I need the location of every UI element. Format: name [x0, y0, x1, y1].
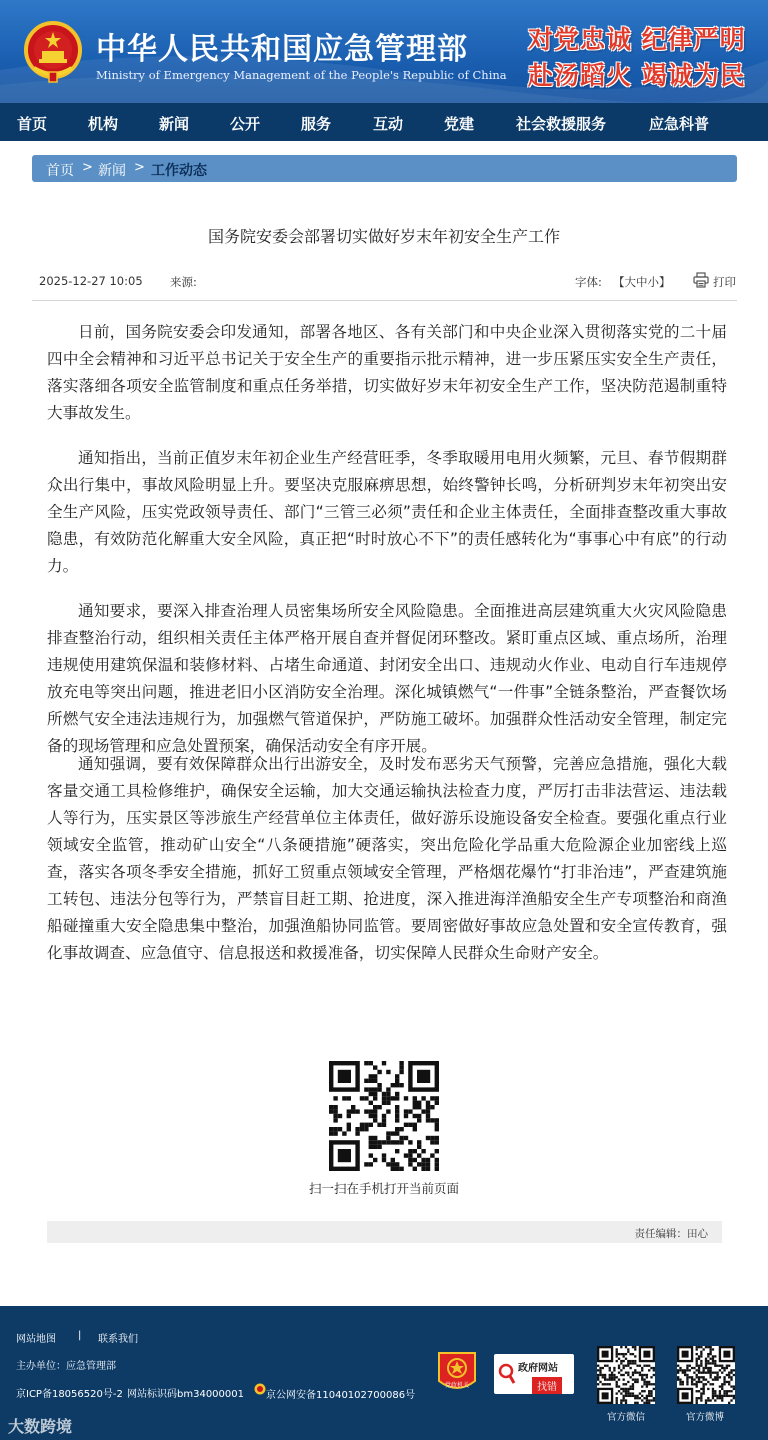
footer-police-record[interactable]: 京公网安备11040102700086号 — [266, 1390, 416, 1401]
article-date: 2025-12-27 10:05 — [39, 274, 143, 288]
font-size-label: 字体: — [575, 275, 602, 289]
watermark-text: 大数跨境 — [8, 1417, 73, 1436]
site-header — [0, 0, 768, 103]
site-footer — [0, 1306, 768, 1440]
main-nav — [0, 103, 768, 141]
editor-bar — [47, 1221, 722, 1243]
nav-item-service[interactable]: 服务 — [301, 115, 332, 133]
weibo-caption: 官方微博 — [685, 1412, 724, 1423]
party-government-badge-icon[interactable] — [437, 1351, 477, 1395]
page-qr-code — [329, 1061, 439, 1171]
nav-item-organization[interactable]: 机构 — [88, 115, 119, 133]
article-paragraph: 通知强调，要有效保障群众出行出游安全，及时发布恶劣天气预警，完善应急措施，强化大载客量交通工具检修维护，确保安全运输，加大交通运输执法检查力度，严厉打击非法营运、违法载人等行为，压实景区等涉旅生产经营单位主体责任，做好游乐设施设备安全检查。要强化重点行业领域安全监管，推动矿山安全“八条硬措施”硬落实，突出危险化学品重大危险源企业加密线上巡查，落实各项冬季安全措施，抓好工贸重点领域安全管理，严格烟花爆竹“打非治违”，严查建筑施工转包、违法分包等行为，严禁盲目赶工期、抢进度，深入推进海洋渔船安全生产专项整治和商渔船碰撞重大安全隐患集中整治，加强渔船协同监管。要周密做好事故应急处置和安全宣传教育，强化事故调查、应急值守、信息报送和救援准备，切实保障人民群众生命财产安全。 — [47, 755, 727, 962]
breadcrumb-separator: > — [82, 160, 93, 175]
breadcrumb-current[interactable]: 工作动态 — [151, 163, 207, 179]
footer-separator: | — [78, 1330, 82, 1341]
footer-host: 主办单位：应急管理部 — [16, 1361, 116, 1372]
find-error-label: 找错 — [532, 1377, 562, 1394]
article-paragraph: 通知指出，当前正值岁末年初企业生产经营旺季，冬季取暖用电用火频繁，元旦、春节假期群众出行集中，事故风险明显上升。要坚决克服麻痹思想，始终警钟长鸣，分析研判岁末年初突出安全生产风险，压实党政领导责任、部门“三管三必须”责任和企业主体责任，全面排查整改重大事故隐患，有效防范化解重大安全风险，真正把“时时放心不下”的责任感转化为“事事心中有底”的行动力。 — [47, 449, 727, 575]
police-badge-icon — [254, 1382, 266, 1396]
font-size-switcher[interactable]: 【大中小】 — [613, 275, 671, 289]
footer-site-id: 网站标识码bm34000001 — [127, 1389, 244, 1400]
badge-text: 党政机关 — [444, 1382, 470, 1389]
magnifier-icon — [498, 1362, 516, 1386]
slogan-line-1: 对党忠诚 纪律严明 — [528, 25, 746, 54]
site-title[interactable]: 中华人民共和国应急管理部 — [96, 32, 468, 67]
footer-icp[interactable]: 京ICP备18056520号-2 — [16, 1389, 123, 1400]
breadcrumb-news[interactable]: 新闻 — [98, 163, 126, 179]
slogan-line-2: 赴汤蹈火 竭诚为民 — [528, 61, 746, 90]
article-title: 国务院安委会部署切实做好岁末年初安全生产工作 — [207, 227, 560, 246]
nav-item-party[interactable]: 党建 — [444, 115, 475, 133]
article-paragraph: 日前，国务院安委会印发通知，部署各地区、各有关部门和中央企业深入贯彻落实党的二十届四中全会精神和习近平总书记关于安全生产的重要指示批示精神，进一步压紧压实安全生产责任，落实落细各项安全监管制度和重点任务举措，切实做好岁末年初安全生产工作，坚决防范遏制重特大事故发生。 — [47, 323, 727, 422]
find-error-title: 政府网站 — [518, 1363, 558, 1374]
nav-item-public[interactable]: 公开 — [230, 115, 261, 133]
printer-icon[interactable] — [693, 272, 709, 288]
article-paragraph: 通知要求，要深入排查治理人员密集场所安全风险隐患。全面推进高层建筑重大火灾风险隐患排查整治行动，组织相关责任主体严格开展自查并督促闭环整改。紧盯重点区域、重点场所，治理违规使用建筑保温和装修材料、占堵生命通道、封闭安全出口、违规动火作业、电动自行车违规停放充电等突出问题，推进老旧小区消防安全治理。深化城镇燃气“一件事”全链条整治，严查餐饮场所燃气安全违法违规行为，加强燃气管道保护，严防施工破坏。加强群众性活动安全管理，制定完备的现场管理和应急处置预案，确保活动安全有序开展。 — [47, 602, 727, 755]
nav-item-news[interactable]: 新闻 — [159, 115, 190, 133]
nav-item-home[interactable]: 首页 — [17, 115, 48, 133]
breadcrumb-separator: > — [134, 160, 145, 175]
wechat-qr-code — [597, 1346, 655, 1404]
breadcrumb — [32, 155, 737, 182]
weibo-qr-code — [677, 1346, 735, 1404]
nav-item-science[interactable]: 应急科普 — [649, 115, 710, 133]
title-divider — [32, 300, 737, 301]
national-emblem-icon — [22, 20, 84, 84]
site-title-english: Ministry of Emergency Management of the People's Republic of China — [96, 68, 507, 82]
footer-link-contact[interactable]: 联系我们 — [98, 1334, 138, 1345]
nav-item-interaction[interactable]: 互动 — [373, 115, 404, 133]
article-source-label: 来源: — [170, 275, 197, 289]
print-button[interactable]: 打印 — [713, 275, 736, 289]
qr-caption: 扫一扫在手机打开当前页面 — [308, 1181, 459, 1196]
footer-link-sitemap[interactable]: 网站地图 — [16, 1334, 56, 1345]
gov-site-find-error-button[interactable] — [494, 1354, 574, 1394]
nav-item-rescue-service[interactable]: 社会救援服务 — [516, 115, 607, 133]
breadcrumb-home[interactable]: 首页 — [46, 163, 74, 179]
responsible-editor: 责任编辑：田心 — [634, 1228, 708, 1240]
wechat-caption: 官方微信 — [606, 1412, 645, 1423]
